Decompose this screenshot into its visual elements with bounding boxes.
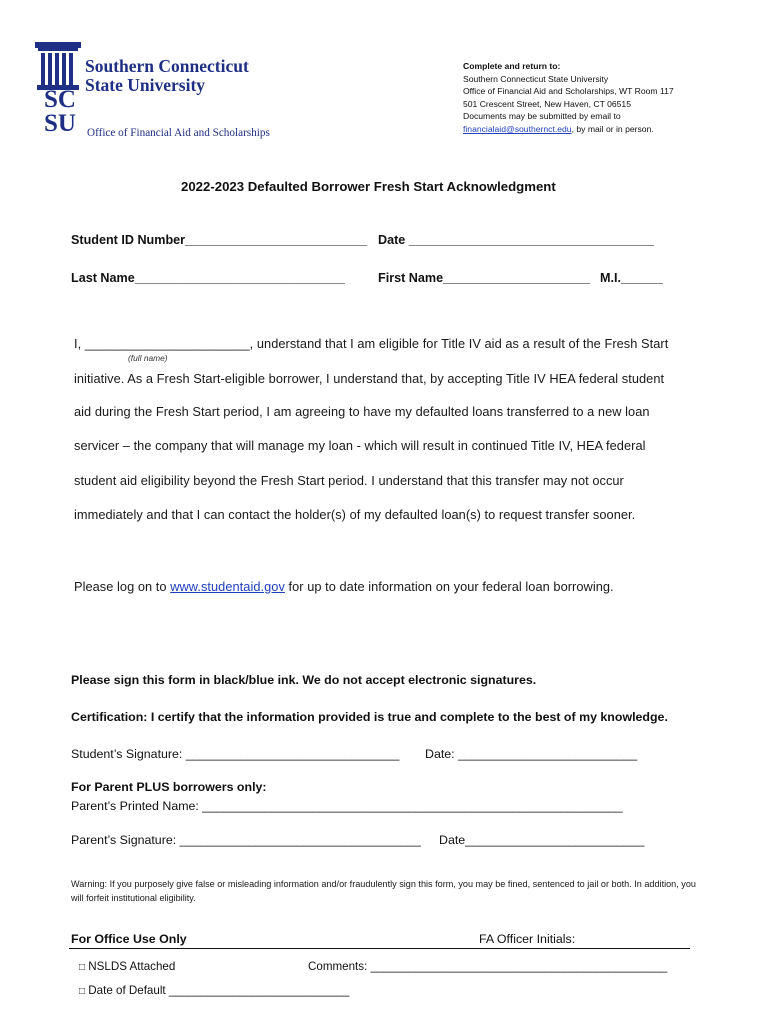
ink-notice: Please sign this form in black/blue ink. We do not accept electronic signatures. <box>71 673 537 687</box>
logo-name-line2: State University <box>85 75 206 95</box>
body-line-2: initiative. As a Fresh Start-eligible borrower, I understand that, by accepting Title IV HEA federal student <box>74 371 665 386</box>
body-line-3: aid during the Fresh Start period, I am agreeing to have my defaulted loans transferred to a new loan <box>74 404 650 419</box>
parent-plus-heading: For Parent PLUS borrowers only: <box>71 780 267 794</box>
nslds-checkbox-row[interactable] <box>79 960 175 973</box>
parent-date-field[interactable]: Date__________________________ <box>439 833 645 847</box>
studentaid-link[interactable]: www.studentaid.gov <box>170 579 285 594</box>
parent-signature-field[interactable]: Parent’s Signature: ___________________________________ <box>71 833 421 847</box>
return-heading: Complete and return to: <box>463 61 561 71</box>
office-divider <box>69 948 690 949</box>
fa-officer-initials[interactable]: FA Officer Initials: <box>479 932 576 946</box>
return-line4: Documents may be submitted by email to <box>463 111 621 122</box>
student-signature-field[interactable]: Student’s Signature: _______________________________ <box>71 747 400 761</box>
student-date-field[interactable]: Date: __________________________ <box>425 747 638 761</box>
logo-office: Office of Financial Aid and Scholarships <box>87 127 270 139</box>
return-address-block <box>463 60 674 136</box>
return-line1: Southern Connecticut State University <box>463 73 609 84</box>
page-title: 2022-2023 Defaulted Borrower Fresh Start Acknowledgment <box>181 179 556 194</box>
office-use-heading: For Office Use Only <box>71 932 187 946</box>
date-field[interactable]: Date ___________________________________ <box>378 233 654 247</box>
nslds-checkbox[interactable]: □ <box>79 962 86 973</box>
body-line-5: student aid eligibility beyond the Fresh Start period. I understand that this transfer may not occur <box>74 473 624 488</box>
body-line-6: immediately and that I can contact the holder(s) of my defaulted loan(s) to request transfer sooner. <box>74 507 636 522</box>
comments-field[interactable]: Comments: ______________________________________________ <box>308 960 668 973</box>
default-date-checkbox-row[interactable] <box>79 984 349 997</box>
last-name-field[interactable]: Last Name______________________________ <box>71 271 345 285</box>
body-line-4: servicer – the company that will manage my loan - which will result in continued Title IV, HEA federal <box>74 438 646 453</box>
middle-initial-field[interactable]: M.I.______ <box>600 271 664 285</box>
full-name-hint: (full name) <box>128 353 168 363</box>
date-of-default-label: Date of Default ____________________________ <box>88 984 350 997</box>
first-name-field[interactable]: First Name_____________________ <box>378 271 591 285</box>
column-emblem-icon <box>35 42 81 90</box>
parent-printed-name-field[interactable]: Parent’s Printed Name: _____________________________________________________________ <box>71 799 623 813</box>
student-id-field[interactable]: Student ID Number__________________________ <box>71 233 368 247</box>
default-date-checkbox[interactable]: □ <box>79 986 86 997</box>
logo-initials-top: SC <box>44 86 76 113</box>
login-post: for up to date information on your federal loan borrowing. <box>284 579 614 594</box>
return-line2: Office of Financial Aid and Scholarships, WT Room 117 <box>463 86 674 97</box>
return-line5 <box>463 123 674 136</box>
nslds-label: NSLDS Attached <box>88 960 176 973</box>
logo-initials-bottom: SU <box>44 110 76 137</box>
return-line3: 501 Crescent Street, New Haven, CT 06515 <box>463 98 631 109</box>
logo-name-line1: Southern Connecticut <box>85 56 249 76</box>
email-link[interactable]: financialaid@southernct.edu <box>463 123 572 134</box>
warning-text: Warning: If you purposely give false or misleading information and/or fraudulently sign this form, you may be fined, sentenced to jail or both. In addition, you will forfeit institutional eligibility. <box>71 879 696 903</box>
login-pre: Please log on to <box>74 579 171 594</box>
body-line-1: I, _______________________, understand that I am eligible for Title IV aid as a result of the Fresh Start <box>74 336 669 351</box>
return-line5-rest: , by mail or in person. <box>571 123 654 134</box>
certification-text: Certification: I certify that the information provided is true and complete to the best of my knowledge. <box>71 710 668 724</box>
login-line <box>74 579 614 594</box>
